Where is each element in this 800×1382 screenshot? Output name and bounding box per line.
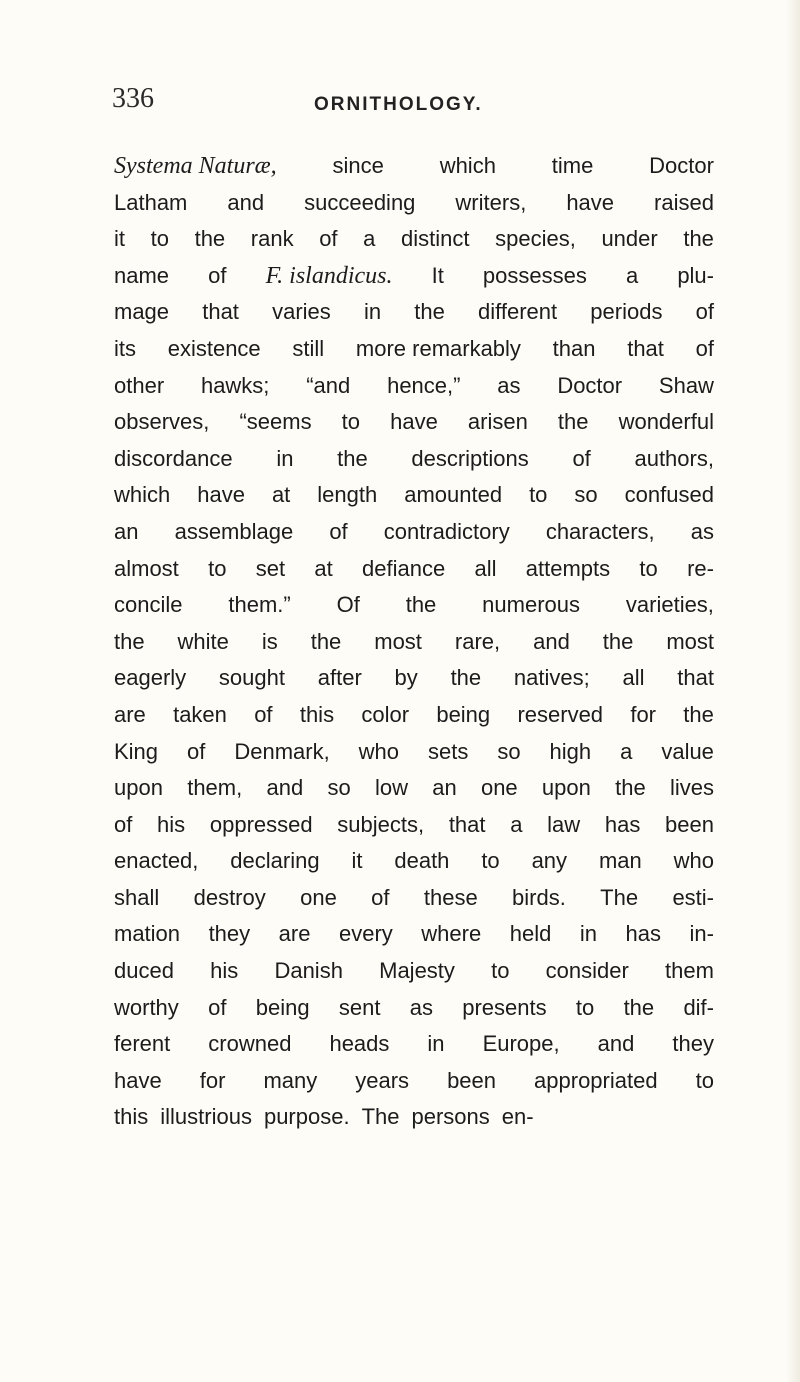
word: to	[639, 555, 658, 581]
word: Danish	[274, 958, 343, 984]
word: natives;	[513, 665, 590, 691]
word: is	[261, 628, 278, 654]
word: crowned	[208, 1031, 292, 1057]
word: to	[491, 958, 510, 984]
word: esti-	[672, 884, 714, 910]
word: most	[666, 628, 714, 654]
word: eagerly	[114, 665, 187, 691]
word: of	[187, 738, 206, 764]
word: a	[363, 226, 376, 252]
text-line	[114, 331, 714, 368]
word: of	[695, 335, 714, 361]
text-line	[114, 843, 714, 880]
text-line	[114, 624, 714, 661]
word: this	[299, 701, 335, 727]
word: the	[615, 775, 646, 801]
word: who	[673, 848, 714, 874]
word: appropriated	[534, 1067, 658, 1093]
word: who	[358, 738, 400, 764]
word: taken	[173, 701, 227, 727]
word: high	[549, 738, 592, 764]
word: years	[355, 1067, 410, 1093]
word: so	[327, 775, 351, 801]
word: almost	[114, 555, 179, 581]
text-line	[114, 770, 714, 807]
word: that	[448, 811, 486, 837]
word: contradictory	[383, 518, 510, 544]
word: than	[552, 335, 596, 361]
word: as	[690, 518, 714, 544]
word: the	[623, 994, 655, 1020]
word: Doctor	[649, 153, 714, 178]
word: a	[625, 262, 639, 288]
word: has	[604, 811, 641, 837]
word: has	[625, 921, 661, 947]
word: periods	[590, 299, 663, 325]
body-text	[114, 148, 714, 1136]
word: to	[481, 848, 500, 874]
word: a	[510, 811, 523, 837]
word: that	[677, 665, 714, 691]
word: destroy	[193, 884, 266, 910]
word: descriptions	[411, 445, 529, 471]
word: so	[574, 482, 598, 508]
word: hence,”	[387, 372, 461, 398]
word: his	[210, 958, 239, 984]
text-line	[114, 551, 714, 588]
page-number: 336	[112, 83, 154, 114]
word: sent	[338, 994, 381, 1020]
word: so	[497, 738, 521, 764]
word: rank	[250, 226, 294, 252]
word: them.”	[228, 592, 291, 618]
word: mage	[114, 299, 170, 325]
word: which	[439, 153, 496, 178]
word: re-	[687, 555, 714, 581]
word: one	[480, 775, 518, 801]
word: distinct	[401, 226, 470, 252]
word: value	[661, 738, 714, 764]
italic-word: F. islandicus.	[265, 262, 393, 289]
word: his	[157, 811, 186, 837]
word: set	[255, 555, 286, 581]
word: upon	[541, 775, 591, 801]
word: that	[627, 335, 664, 361]
word: concile	[114, 592, 183, 618]
word: dif-	[683, 994, 714, 1020]
word: been	[447, 1067, 497, 1093]
word: presents	[462, 994, 547, 1020]
word: sought	[218, 665, 285, 691]
word: in-	[689, 921, 714, 947]
text-line	[114, 990, 714, 1027]
word: upon	[114, 775, 163, 801]
word: of	[208, 262, 227, 288]
word: “seems	[239, 409, 312, 435]
word: have	[197, 482, 245, 508]
word: an	[432, 775, 457, 801]
word: ferent	[114, 1031, 171, 1057]
word: been	[665, 811, 714, 837]
word: en-	[501, 1104, 534, 1130]
word: being	[436, 701, 491, 727]
text-line	[114, 880, 714, 917]
word: the	[114, 628, 145, 654]
text-line	[114, 916, 714, 953]
word: to	[529, 482, 548, 508]
word: shall	[114, 884, 160, 910]
word: observes,	[114, 409, 210, 435]
word: a	[620, 738, 633, 764]
word: of	[319, 226, 338, 252]
word: still	[292, 335, 325, 361]
text-line	[114, 441, 714, 478]
word: are	[278, 921, 311, 947]
text-line	[114, 1063, 714, 1100]
word: for	[630, 701, 657, 727]
word: succeeding	[304, 189, 416, 215]
word: the	[602, 628, 634, 654]
word: at	[271, 482, 291, 508]
word: all	[622, 665, 645, 691]
word: of	[254, 701, 273, 727]
word: as	[497, 372, 521, 398]
word: all	[474, 555, 497, 581]
text-line	[114, 368, 714, 405]
word: since	[332, 153, 384, 178]
word: possesses	[482, 262, 587, 288]
word: the	[683, 701, 714, 727]
word: varies	[272, 299, 331, 325]
word: to	[575, 994, 595, 1020]
word: are	[114, 701, 146, 727]
word: them	[665, 958, 714, 984]
word: length	[317, 482, 378, 508]
word: have	[114, 1067, 162, 1093]
text-line	[114, 514, 714, 551]
word: and	[533, 628, 570, 654]
word: Doctor	[557, 372, 623, 398]
word: purpose.	[263, 1104, 350, 1130]
word: of	[695, 299, 714, 325]
word: name	[114, 262, 170, 288]
word: characters,	[545, 518, 655, 544]
word: different	[478, 299, 558, 325]
word: it	[351, 848, 363, 874]
word: to	[341, 409, 361, 435]
word: other	[114, 372, 165, 398]
text-line	[114, 734, 714, 771]
word: of	[371, 884, 390, 910]
word: color	[361, 701, 410, 727]
word: and	[227, 189, 265, 215]
word: varieties,	[625, 592, 714, 618]
word: the	[337, 445, 368, 471]
word: held	[509, 921, 552, 947]
word: rare,	[454, 628, 501, 654]
word: where	[421, 921, 482, 947]
word: Majesty	[379, 958, 455, 984]
word: illustrious	[160, 1104, 252, 1130]
word: authors,	[634, 445, 714, 471]
word: the	[557, 409, 589, 435]
word: it	[114, 226, 125, 252]
word: by	[394, 665, 418, 691]
text-line	[114, 953, 714, 990]
word: every	[338, 921, 393, 947]
word: defiance	[362, 555, 446, 581]
word: have	[566, 189, 615, 215]
word: enacted,	[114, 848, 199, 874]
word: and	[597, 1031, 635, 1057]
word: hawks;	[200, 372, 270, 398]
word: reserved	[517, 701, 604, 727]
word: them,	[187, 775, 243, 801]
word: discordance	[114, 445, 233, 471]
word: arisen	[467, 409, 528, 435]
word: law	[547, 811, 581, 837]
word: numerous	[482, 592, 581, 618]
text-line	[114, 258, 714, 295]
word: amounted	[404, 482, 503, 508]
word: as	[409, 994, 433, 1020]
word: declaring	[230, 848, 320, 874]
text-line	[114, 587, 714, 624]
word: have	[390, 409, 438, 435]
word: to	[150, 226, 169, 252]
word: many	[263, 1067, 318, 1093]
text-line	[114, 148, 714, 185]
word: oppressed	[209, 811, 313, 837]
word: worthy	[114, 994, 179, 1020]
word: its	[114, 335, 136, 361]
word: the	[194, 226, 226, 252]
word: these	[423, 884, 478, 910]
word: duced	[114, 958, 174, 984]
text-line	[114, 1099, 714, 1136]
word: the	[310, 628, 342, 654]
word: of	[114, 811, 133, 837]
word: Denmark,	[234, 738, 330, 764]
word: for	[199, 1067, 226, 1093]
text-line	[114, 294, 714, 331]
word: man	[598, 848, 642, 874]
text-line	[114, 404, 714, 441]
word: any	[531, 848, 568, 874]
word: in	[276, 445, 294, 471]
word: assemblage	[174, 518, 294, 544]
word: existence	[167, 335, 261, 361]
word: Of	[336, 592, 360, 618]
word: more remarkably	[355, 335, 521, 361]
word: most	[374, 628, 422, 654]
word: subjects,	[337, 811, 425, 837]
word: It	[431, 262, 444, 288]
text-line	[114, 697, 714, 734]
word: The	[600, 884, 639, 910]
word: at	[314, 555, 333, 581]
word: the	[683, 226, 714, 252]
word: to	[208, 555, 227, 581]
word: confused	[624, 482, 714, 508]
text-line	[114, 477, 714, 514]
word: after	[317, 665, 362, 691]
word: sets	[428, 738, 469, 764]
word: persons	[411, 1104, 490, 1130]
word: time	[551, 153, 594, 178]
text-line	[114, 807, 714, 844]
text-line	[114, 1026, 714, 1063]
text-line	[114, 185, 714, 222]
word: they	[208, 921, 251, 947]
word: the	[450, 665, 482, 691]
italic-word: Systema Naturæ,	[114, 153, 277, 179]
word: lives	[669, 775, 714, 801]
word: mation	[114, 921, 181, 947]
word: of	[572, 445, 591, 471]
word: and	[266, 775, 304, 801]
word: species,	[495, 226, 576, 252]
word: to	[695, 1067, 714, 1093]
word: Europe,	[482, 1031, 560, 1057]
word: the	[414, 299, 445, 325]
word: in	[363, 299, 382, 325]
word: King	[114, 738, 159, 764]
word: plu-	[677, 262, 714, 288]
word: under	[601, 226, 658, 252]
word: in	[427, 1031, 445, 1057]
page-edge-shadow	[786, 0, 800, 1382]
word: consider	[545, 958, 629, 984]
page-header	[0, 83, 800, 133]
word: one	[300, 884, 337, 910]
word: of	[208, 994, 227, 1020]
word: that	[202, 299, 239, 325]
word: “and	[306, 372, 351, 398]
word: Latham	[114, 189, 188, 215]
word: of	[329, 518, 348, 544]
word: which	[114, 482, 171, 508]
word: attempts	[525, 555, 611, 581]
word: heads	[329, 1031, 390, 1057]
word: death	[394, 848, 450, 874]
word: this	[114, 1104, 149, 1130]
text-line	[114, 660, 714, 697]
word: Shaw	[658, 372, 714, 398]
word: The	[361, 1104, 400, 1130]
word: low	[374, 775, 408, 801]
word: birds.	[512, 884, 566, 910]
word: wonderful	[618, 409, 714, 435]
running-title: ORNITHOLOGY.	[314, 94, 483, 115]
word: they	[672, 1031, 714, 1057]
word: in	[579, 921, 597, 947]
word: the	[405, 592, 437, 618]
word: white	[177, 628, 229, 654]
word: being	[255, 994, 310, 1020]
word: writers,	[455, 189, 527, 215]
text-line	[114, 221, 714, 258]
word: raised	[654, 189, 714, 215]
word: an	[114, 518, 139, 544]
